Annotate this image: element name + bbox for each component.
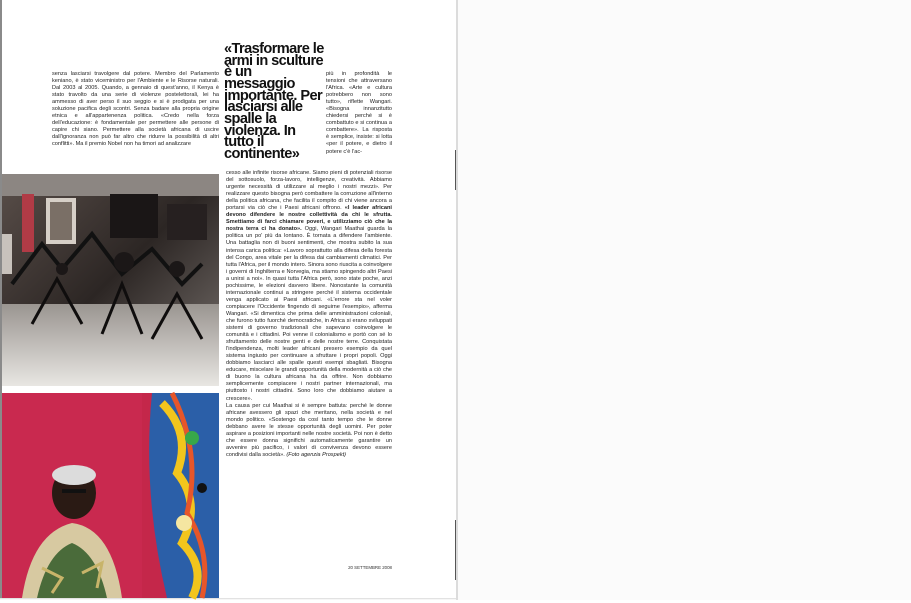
sculptures-illustration [2,174,219,386]
artist-illustration [2,393,219,598]
pull-quote: «Trasformare le armi in sculture è un messaggio importante. Per lasciarsi alle spalle la violenza. In tutto il continente» [224,41,324,163]
article-column-right: più in profondità le tensioni che attraversano l'Africa. «Arte e cultura potrebbero non sono tutto», riflette Wangari. «Bisogna innanzitutto chiedersi perché si è combattuto e si continua a combattere». La risposta è semplice, insiste: si lotta «per il potere, e dietro il potere c'è l'ac- [326,71,392,155]
article-column-left: senza lasciarsi travolgere dal potere. Membro del Parlamento keniano, è stato viceministro per l'Ambiente e le Risorse naturali. Dal 2003 al 2005. Quando, a gennaio di quest'anno, il Kenya è stato travolto da una serie di violenze postelettorali, lei ha ammesso di aver perso il suo seggio e si è prodigata per una soluzione pacifica degli scontri. Senza badare alla propria origine etnica e all'appartenenza politica. «Credo nella forza dell'educazione: è fondamentale per permettere alle persone di capire chi siano. Permettere alla società africana di uscire dall'ignoranza non può far altro che ridurre la possibilità di altri conflitti». Ma il premio Nobel non ha timori ad analizzare [52,71,219,148]
article-column-main [226,170,392,459]
empty-right-page [458,0,911,600]
sculptures-photo [2,174,219,386]
page-date: 20 SETTEMBRE 2008 [348,565,392,570]
photo-credit: (Foto agenzia Prospekt) [286,451,347,458]
scroll-tick [455,520,456,580]
article-text: cesso alle infinite risorse africane. Siamo pieni di potenziali risorse del sottosuolo, forza-lavoro, intelligenze, creatività. Abbiamo urgente necessità di utilizzare al meglio i nostri mezzi». Per realizzare questo bisogna però combattere la corruzione all'interno della politica africana, che facilita il compito di chi viene ancora a portarsi via ciò che i Paesi africani offrono. [226,170,392,212]
article-text-continued: Oggi, Wangari Maathai guarda la politica un po' più da lontano. È tornata a difendere l'ambiente. Una battaglia non di buoni sentimenti, che mostra subito la sua intensa carica politica: «Lavoro soprattutto alla difesa della foresta del Congo, area vitale per la difesa dai cambiamenti climatici. Per tutta l'Africa, per il mondo intero. Sinora sono riuscita a coinvolgere i governi di Inghilterra e Norvegia, ma stiamo spingendo altri Paesi a unirsi a noi». In quasi tutta l'Africa però, sono state poche, anzi pochissime, le elezioni davvero libere. Nonostante la comunità internazionale continui a stringere perché il sistema occidentale venga applicato ai Paesi africani. «L'errore sta nel voler compiacere l'Occidente fingendo di seguirne l'esempio», afferma Wangari. «Si dimentica che prima delle amministrazioni coloniali, che furono tutto fuorché democratiche, in Africa si erano sviluppati sistemi di governo tradizionali che sapevano coinvolgere le comunità e i cittadini. Poi venne il colonialismo e portò con sé lo sfruttamento delle nostre genti e delle nostre terre. Conquistata l'indipendenza, molti leader africani presero esempio da quel sistema ingiusto per continuare a sfruttare i propri popoli. Oggi dobbiamo lasciarci alle spalle questi esempi sbagliati. Bisogna educare, miscelare le grandi opportunità della modernità a ciò che di buono la cultura africana ha da offrire. Non dobbiamo semplicemente compiacere i nostri partner internazionali, ma piuttosto i nostri cittadini. Sono loro che dobbiamo aiutare a crescere». [226,226,393,402]
article-highlight: «I leader africani devono difendere le nostre collettività da chi le sfrutta. Smettiamo di farci chiamare poveri, e utilizziamo ciò che la nostra terra ci ha donato». [226,205,392,233]
page-edge [456,0,458,600]
artist-photo [2,393,219,598]
magazine-page [0,0,457,599]
scroll-tick [455,150,456,190]
article-text-final: La causa per cui Maathai si è sempre battuta: perché le donne africane avessero gli spazi che meritano, nella società e nel mondo politico. «Sostengo da così tanto tempo che le donne debbano avere le stesse opportunità degli uomini. Per poter aspirare a posizioni importanti nelle nostre società. Poi non è detto che essere donna significhi automaticamente garantire un avvenire più pacifico, i valori di convivenza devono essere condivisi dalla società». [226,402,392,458]
